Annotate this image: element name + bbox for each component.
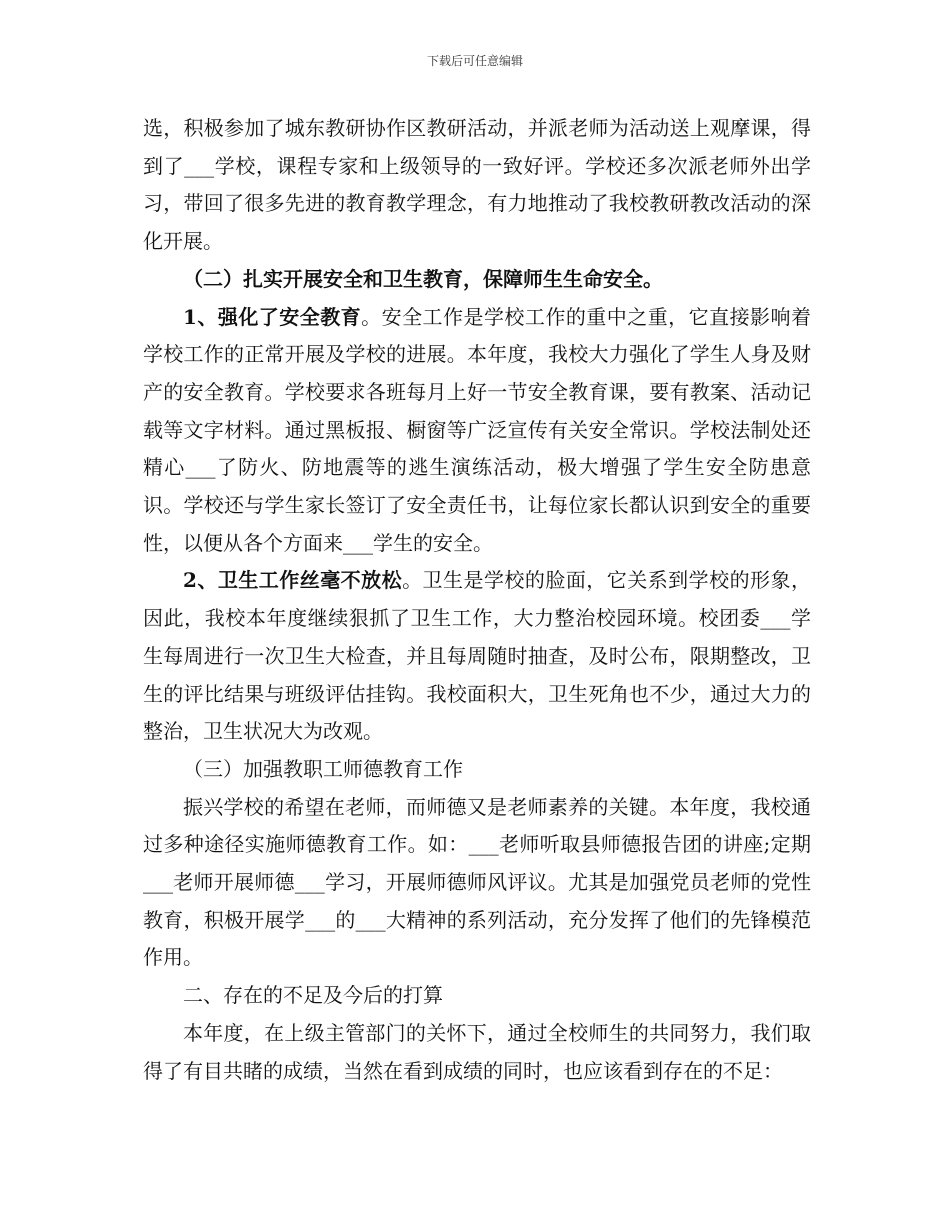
- lead-phrase-safety: 1、强化了安全教育: [183, 304, 362, 329]
- paragraph-text: 。安全工作是学校工作的重中之重，它直接影响着学校工作的正常开展及学校的进展。本年度，我校大力强化了学生人身及财产的安全教育。学校要求各班每月上好一节安全教育课，要有教案、活动记载等文字材料。通过黑板报、橱窗等广泛宣传有关安全常识。学校法制处还精心___了防火、防地震等的逃生演练活动，极大增强了学生安全防患意识。学校还与学生家长签订了安全责任书，让每位家长都认识到安全的重要性，以便从各个方面来___学生的安全。: [143, 304, 811, 555]
- paragraph-text: 。卫生是学校的脸面，它关系到学校的形象，因此，我校本年度继续狠抓了卫生工作，大力整治校园环境。校团委___学生每周进行一次卫生大检查，并且每周随时抽查，及时公布，限期整改，卫生的评比结果与班级评估挂钩。我校面积大，卫生死角也不少，通过大力的整治，卫生状况大为改观。: [143, 568, 811, 744]
- page-header: 下载后可任意编辑: [426, 54, 523, 68]
- paragraph-shortcomings: 本年度，在上级主管部门的关怀下，通过全校师生的共同努力，我们取得了有目共睹的成绩，当然在看到成绩的同时，也应该看到存在的不足：: [143, 1020, 811, 1083]
- paragraph-safety-education: [143, 299, 811, 563]
- section-heading-ethics: （三）加强教职工师德教育工作: [183, 756, 463, 781]
- paragraph-hygiene: [143, 562, 811, 751]
- lead-phrase-hygiene: 2、卫生工作丝毫不放松: [183, 568, 403, 593]
- paragraph-ethics: 振兴学校的希望在老师，而师德又是老师素养的关键。本年度，我校通过多种途径实施师德教育工作。如：___老师听取县师德报告团的讲座;定期___老师开展师德___学习，开展师德师风评议。尤其是加强党员老师的党性教育，积极开展学___的___大精神的系列活动，充分发挥了他们的先锋模范作用。: [143, 794, 811, 970]
- document-body: [143, 110, 811, 1090]
- paragraph-continuation: 选，积极参加了城东教研协作区教研活动，并派老师为活动送上观摩课，得到了___学校，课程专家和上级领导的一致好评。学校还多次派老师外出学习，带回了很多先进的教育教学理念，有力地推动了我校教研教改活动的深化开展。: [143, 116, 811, 254]
- section-heading-safety: （二）扎实开展安全和卫生教育，保障师生生命安全。: [183, 266, 663, 291]
- section-heading-shortcomings: 二、存在的不足及今后的打算: [183, 983, 443, 1008]
